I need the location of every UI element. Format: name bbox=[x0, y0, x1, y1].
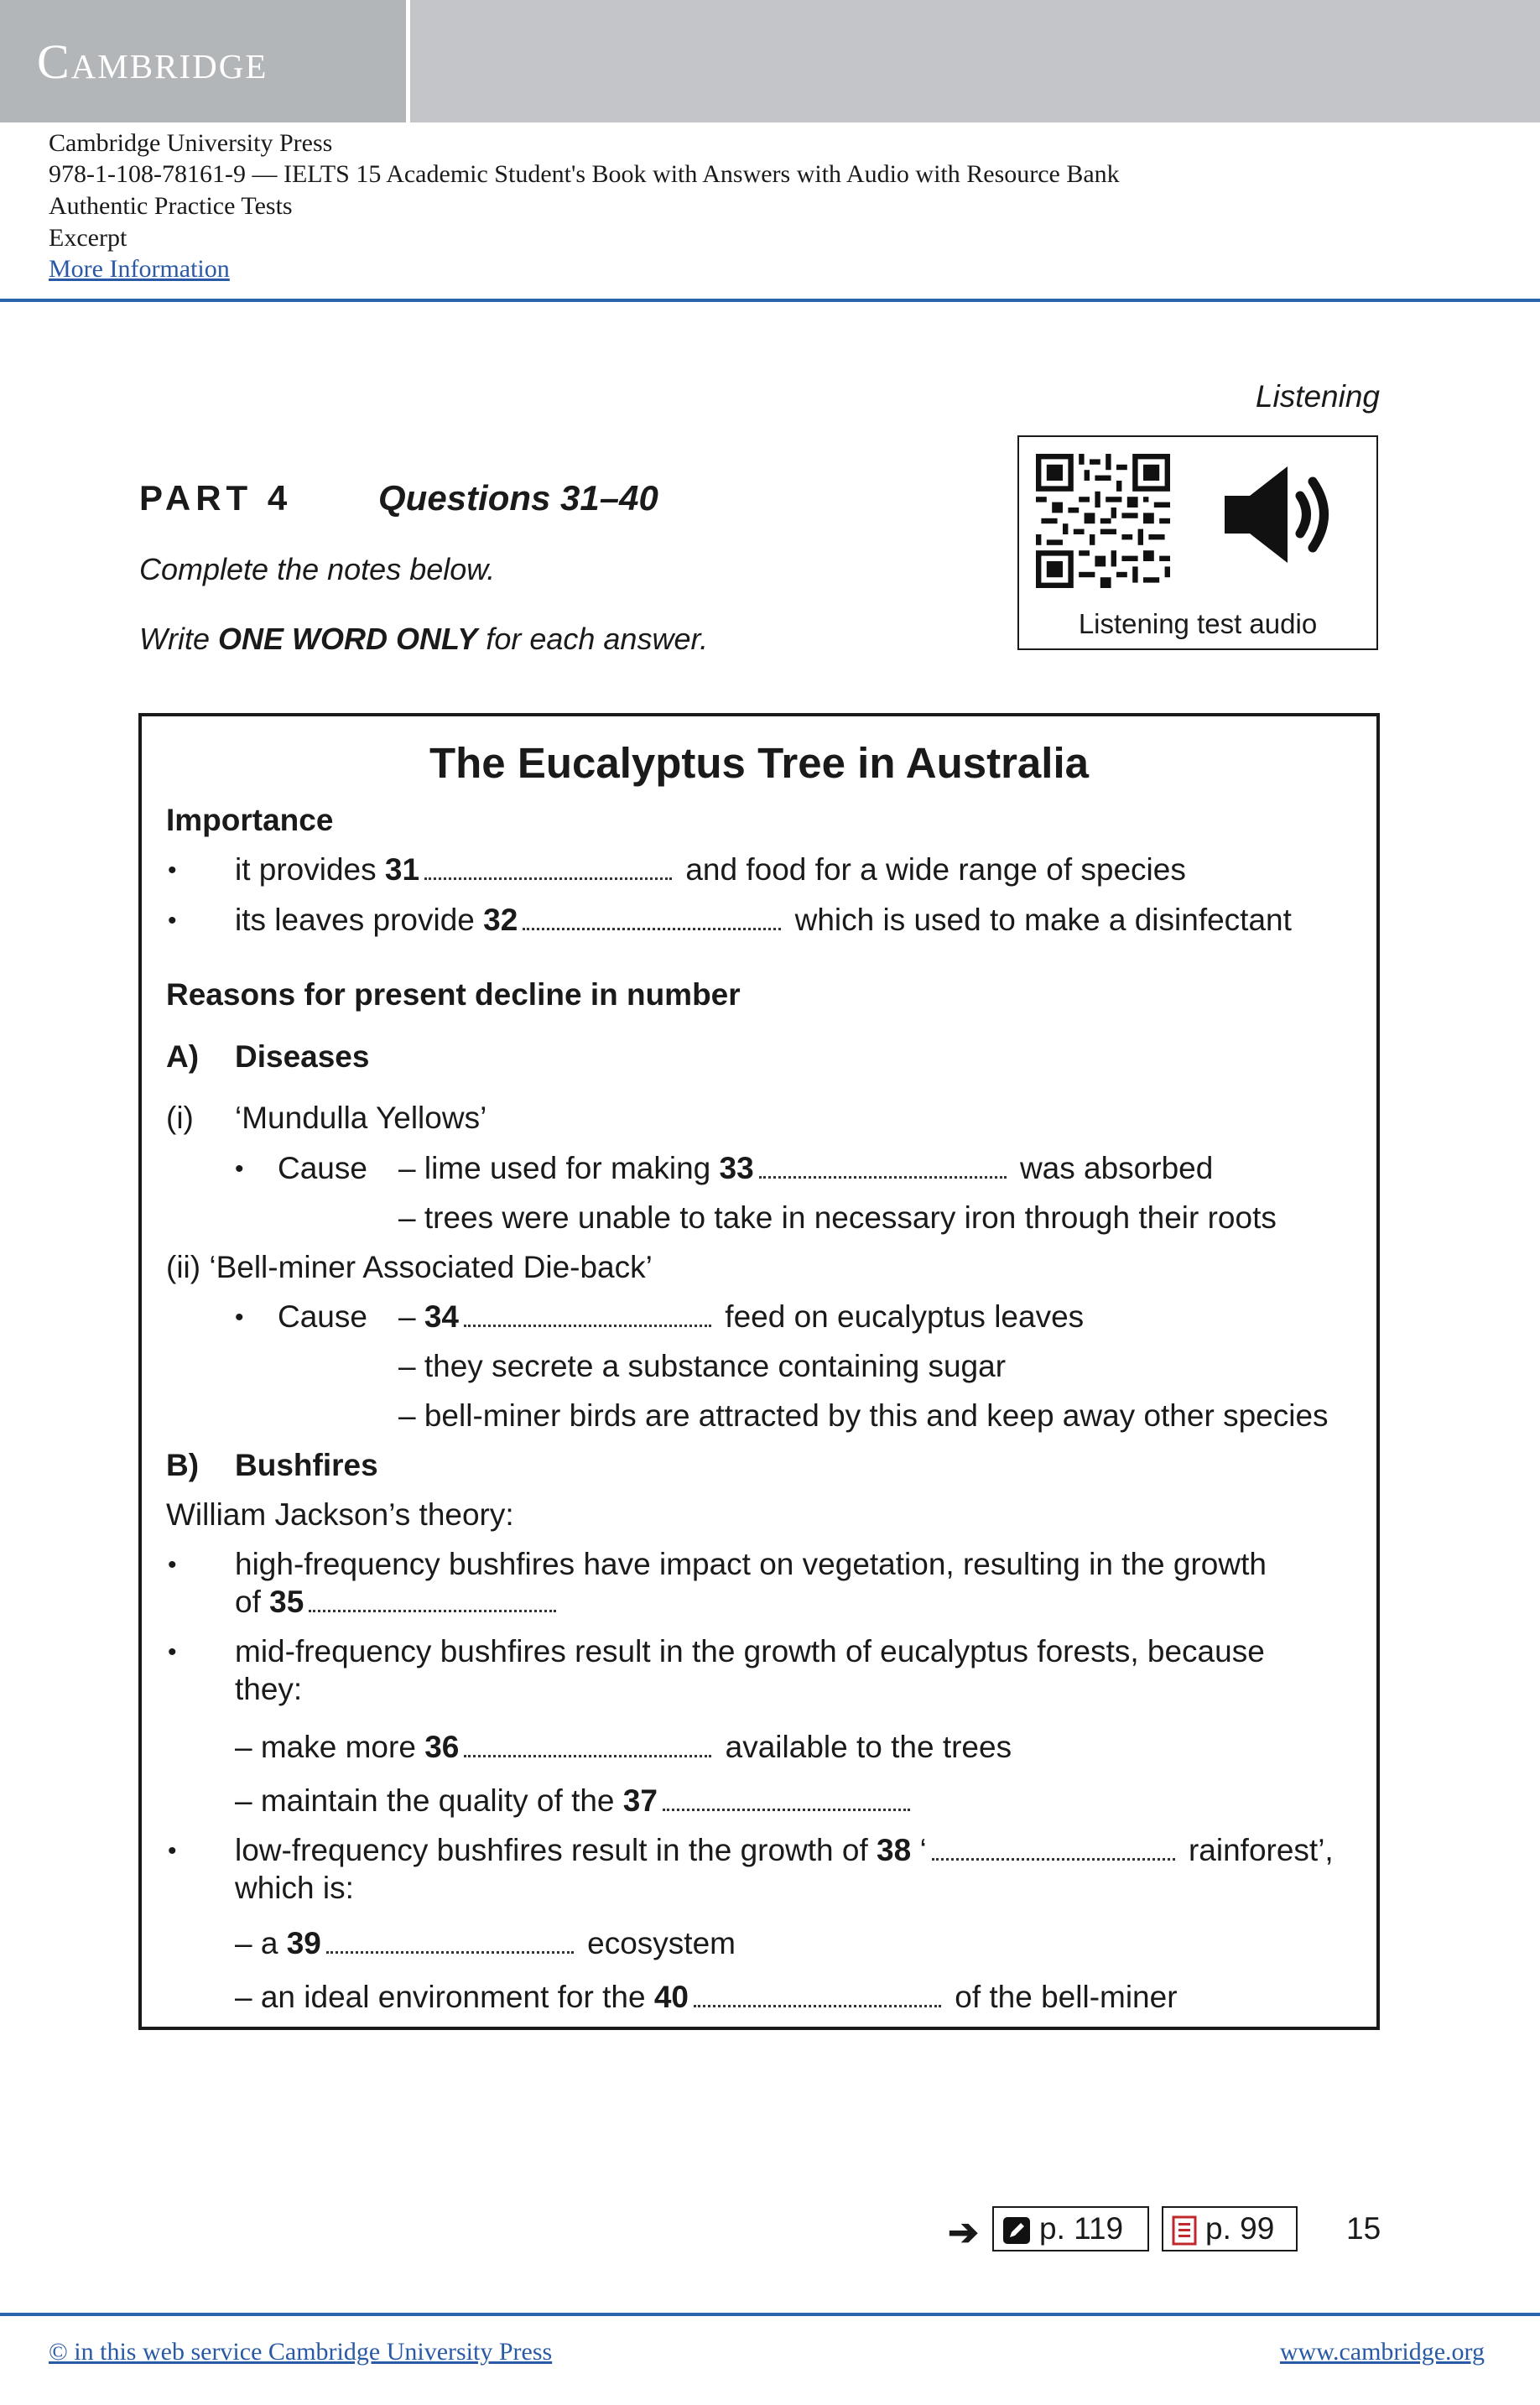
copyright-link[interactable]: © in this web service Cambridge University Press bbox=[49, 2338, 553, 2366]
header-rule bbox=[0, 299, 1540, 302]
qr-code-icon[interactable] bbox=[1036, 454, 1170, 588]
answer-blank-40[interactable] bbox=[694, 1981, 941, 2007]
bullet-icon: • bbox=[168, 1638, 177, 1666]
question-number: 35 bbox=[269, 1585, 304, 1619]
transcript-reference[interactable] bbox=[1162, 2206, 1298, 2251]
header-divider bbox=[406, 0, 410, 122]
importance-heading: Importance bbox=[166, 803, 334, 837]
questions-range: Questions 31–40 bbox=[378, 478, 658, 518]
book-subtitle: Authentic Practice Tests bbox=[49, 192, 293, 220]
section-a-label: A) bbox=[166, 1039, 200, 1074]
question-number: 38 bbox=[877, 1833, 912, 1867]
text-segment: it provides bbox=[235, 852, 385, 887]
page-number: 15 bbox=[1346, 2211, 1381, 2246]
instruction-pre: Write bbox=[139, 622, 218, 656]
book-isbn-title: 978-1-108-78161-9 — IELTS 15 Academic Student's Book with Answers with Audio with Resource Bank bbox=[49, 160, 1120, 188]
bushfire-item-36 bbox=[235, 1730, 1012, 1765]
answer-blank-36[interactable] bbox=[464, 1731, 711, 1757]
bushfire-item-37 bbox=[235, 1783, 915, 1819]
bushfire-mid-line1: mid-frequency bushfires result in the growth of eucalyptus forests, because bbox=[235, 1634, 1265, 1668]
answer-blank-37[interactable] bbox=[663, 1785, 910, 1811]
answer-key-reference[interactable] bbox=[992, 2206, 1149, 2251]
answer-blank-34[interactable] bbox=[464, 1301, 711, 1327]
bullet-icon: • bbox=[168, 907, 177, 934]
text-segment: was absorbed bbox=[1011, 1151, 1214, 1185]
text-segment: which is used to make a disinfectant bbox=[786, 903, 1292, 937]
audio-link-box[interactable] bbox=[1017, 435, 1378, 650]
text-segment: feed on eucalyptus leaves bbox=[716, 1299, 1085, 1334]
answer-blank-38[interactable] bbox=[932, 1835, 1175, 1861]
bushfire-high-line1: high-frequency bushfires have impact on vegetation, resulting in the growth bbox=[235, 1547, 1267, 1581]
question-number: 34 bbox=[424, 1299, 460, 1334]
footer-rule bbox=[0, 2313, 1540, 2316]
question-number: 40 bbox=[653, 1980, 689, 2014]
text-segment: available to the trees bbox=[716, 1730, 1012, 1764]
document-icon bbox=[1172, 2215, 1197, 2246]
bullet-icon: • bbox=[235, 1155, 244, 1183]
bullet-icon: • bbox=[168, 1837, 177, 1865]
bushfire-item-35 bbox=[235, 1585, 561, 1620]
reasons-heading: Reasons for present decline in number bbox=[166, 977, 741, 1012]
theory-label: William Jackson’s theory: bbox=[166, 1497, 514, 1532]
cause-item-bell-miner: – bell-miner birds are attracted by this and keep away other species bbox=[398, 1398, 1329, 1433]
cambridge-logo: Cambridge bbox=[37, 34, 268, 89]
bullet-icon: • bbox=[168, 1551, 177, 1579]
cause-label: Cause bbox=[278, 1151, 367, 1185]
instruction-complete-notes: Complete the notes below. bbox=[139, 552, 496, 586]
notes-title: The Eucalyptus Tree in Australia bbox=[429, 739, 1090, 787]
audio-caption: Listening test audio bbox=[1078, 608, 1318, 639]
text-segment: of the bell-miner bbox=[945, 1980, 1178, 2014]
text-segment: ecosystem bbox=[578, 1926, 736, 1960]
text-segment: and food for a wide range of species bbox=[677, 852, 1186, 887]
section-label: Listening bbox=[1255, 379, 1380, 414]
bullet-icon: • bbox=[168, 856, 177, 884]
text-segment: – make more bbox=[235, 1730, 425, 1764]
more-information-link[interactable]: More Information bbox=[49, 255, 230, 283]
bushfire-item-40 bbox=[235, 1980, 1178, 2015]
question-number: 31 bbox=[384, 852, 420, 887]
text-segment: rainforest’, bbox=[1179, 1833, 1334, 1867]
text-segment: – lime used for making bbox=[398, 1151, 720, 1185]
text-segment: – bbox=[398, 1299, 424, 1334]
text-segment: of bbox=[235, 1585, 270, 1619]
bushfire-item-38 bbox=[235, 1833, 1334, 1868]
question-number: 32 bbox=[483, 903, 518, 937]
answer-blank-39[interactable] bbox=[326, 1928, 574, 1954]
importance-item-31 bbox=[235, 852, 1186, 888]
importance-item-32 bbox=[235, 903, 1292, 938]
disease-ii-name: (ii) ‘Bell-miner Associated Die-back’ bbox=[166, 1250, 653, 1284]
disease-i-label: (i) bbox=[166, 1101, 194, 1135]
text-segment: low-frequency bushfires result in the growth of bbox=[235, 1833, 877, 1867]
answer-blank-31[interactable] bbox=[424, 854, 672, 880]
cause-item-34 bbox=[398, 1299, 1084, 1335]
text-segment: – an ideal environment for the bbox=[235, 1980, 654, 2014]
speaker-icon bbox=[1216, 458, 1342, 571]
section-b-label: B) bbox=[166, 1448, 200, 1482]
question-number: 39 bbox=[286, 1926, 321, 1960]
answer-blank-35[interactable] bbox=[309, 1586, 556, 1612]
text-segment: its leaves provide bbox=[235, 903, 484, 937]
cause-label: Cause bbox=[278, 1299, 367, 1334]
answer-blank-33[interactable] bbox=[759, 1153, 1007, 1179]
excerpt-label: Excerpt bbox=[49, 224, 127, 252]
website-link[interactable]: www.cambridge.org bbox=[1279, 2338, 1485, 2366]
part-label: PART 4 bbox=[139, 478, 293, 518]
text-segment: ‘ bbox=[911, 1833, 927, 1867]
cause-item-iron: – trees were unable to take in necessary iron through their roots bbox=[398, 1200, 1277, 1235]
bushfire-low-line2: which is: bbox=[235, 1871, 354, 1905]
question-number: 33 bbox=[719, 1151, 754, 1185]
bushfire-mid-line2: they: bbox=[235, 1672, 303, 1706]
transcript-page: p. 99 bbox=[1205, 2211, 1275, 2246]
instruction-post: for each answer. bbox=[477, 622, 709, 656]
answer-blank-32[interactable] bbox=[523, 904, 781, 930]
question-number: 37 bbox=[622, 1783, 658, 1818]
arrow-right-icon: ➔ bbox=[948, 2212, 979, 2253]
cause-item-33 bbox=[398, 1151, 1213, 1186]
disease-i-name: ‘Mundulla Yellows’ bbox=[235, 1101, 487, 1135]
answer-key-page: p. 119 bbox=[1039, 2211, 1124, 2246]
publisher-name: Cambridge University Press bbox=[49, 129, 333, 157]
instruction-word-limit bbox=[139, 622, 708, 657]
bushfire-item-39 bbox=[235, 1926, 736, 1961]
question-number: 36 bbox=[424, 1730, 460, 1764]
notes-box bbox=[138, 713, 1380, 2030]
text-segment: – maintain the quality of the bbox=[235, 1783, 623, 1818]
section-a-heading: Diseases bbox=[235, 1039, 370, 1074]
section-b-heading: Bushfires bbox=[235, 1448, 378, 1482]
cause-item-sugar: – they secrete a substance containing sugar bbox=[398, 1349, 1007, 1383]
bullet-icon: • bbox=[235, 1304, 244, 1331]
instruction-emphasis: ONE WORD ONLY bbox=[218, 622, 478, 656]
text-segment: – a bbox=[235, 1926, 287, 1960]
pencil-box-icon bbox=[1002, 2216, 1031, 2245]
